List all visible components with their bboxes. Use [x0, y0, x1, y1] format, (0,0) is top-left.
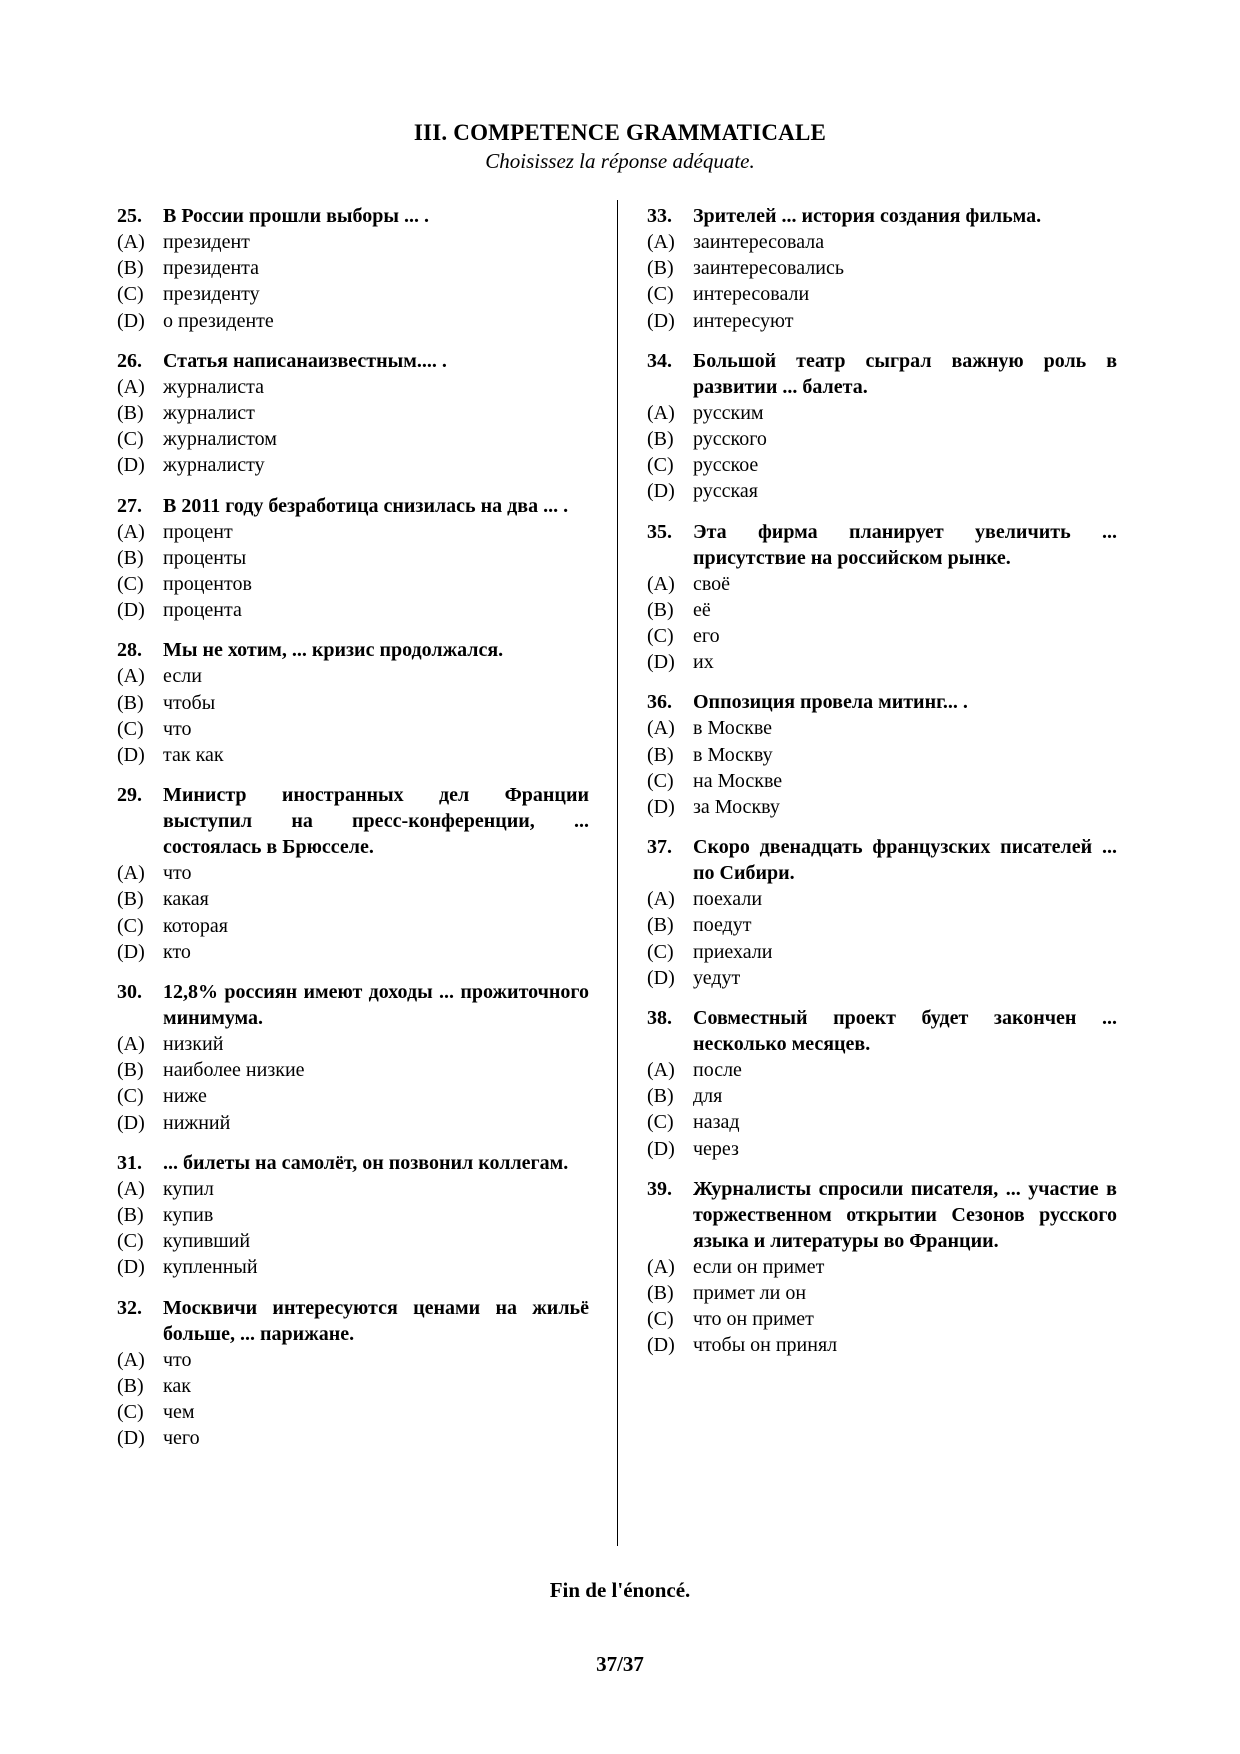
- question-stem: [647, 519, 1117, 571]
- section-header: [0, 118, 1240, 174]
- option-label: (A): [647, 717, 675, 740]
- option-label: (B): [117, 1059, 144, 1082]
- answer-option: [117, 281, 589, 307]
- option-label: (B): [647, 1085, 674, 1108]
- option-label: (C): [647, 625, 674, 648]
- option-text: поехали: [693, 888, 763, 911]
- question-text: Эта фирма планирует увеличить ... присутствие на российском рынке.: [693, 520, 1117, 569]
- option-label: (D): [117, 744, 145, 767]
- option-text: процентов: [163, 573, 252, 596]
- question-number: 39.: [647, 1177, 672, 1200]
- option-text: низкий: [163, 1033, 224, 1056]
- question-text: Мы не хотим, ... кризис продолжался.: [163, 639, 504, 662]
- option-label: (C): [117, 1230, 144, 1253]
- option-text: интересовали: [693, 283, 810, 306]
- answer-option: [647, 1332, 1117, 1358]
- answer-option: [117, 1347, 589, 1373]
- question-item: [117, 203, 589, 334]
- option-text: наиболее низкие: [163, 1059, 305, 1082]
- question-text: Москвичи интересуются ценами на жильё больше, ... парижане.: [163, 1296, 589, 1345]
- option-label: (A): [647, 231, 675, 253]
- option-label: (A): [117, 1177, 145, 1200]
- answer-option: [117, 663, 589, 689]
- question-number: 28.: [117, 639, 142, 662]
- option-label: (B): [647, 1282, 674, 1305]
- answer-option: [117, 1031, 589, 1057]
- option-text: для: [693, 1085, 723, 1108]
- answer-option: [647, 452, 1117, 478]
- option-label: (C): [117, 717, 144, 740]
- option-text: как: [163, 1374, 192, 1397]
- answer-option: [647, 1083, 1117, 1109]
- question-number: 25.: [117, 205, 142, 227]
- answer-option: [117, 1425, 589, 1451]
- option-label: (A): [117, 375, 145, 398]
- column-divider: [617, 200, 618, 1546]
- answer-option: [117, 690, 589, 716]
- answer-option: [117, 452, 589, 478]
- question-item: [647, 1176, 1117, 1359]
- option-label: (D): [647, 796, 675, 819]
- answer-option: [117, 1057, 589, 1083]
- question-text: Зрителей ... история создания фильма.: [693, 205, 1042, 227]
- answer-option: [117, 716, 589, 742]
- question-text: Оппозиция провела митинг... .: [693, 691, 968, 714]
- question-text: Скоро двенадцать французских писателей ... по Сибири.: [693, 836, 1117, 885]
- answer-option: [647, 255, 1117, 281]
- option-text: русского: [693, 428, 767, 451]
- option-text: которая: [163, 914, 228, 937]
- option-label: (C): [117, 283, 144, 306]
- option-text: журналист: [163, 402, 255, 425]
- question-number: 36.: [647, 691, 672, 714]
- question-number: 38.: [647, 1007, 672, 1030]
- option-label: (A): [117, 1348, 145, 1371]
- option-label: (B): [117, 1204, 144, 1227]
- option-text: что: [163, 717, 192, 740]
- question-item: [117, 637, 589, 768]
- option-label: (D): [117, 1256, 145, 1279]
- option-text: процента: [163, 599, 242, 622]
- answer-option: [117, 1110, 589, 1136]
- answer-option: [647, 1109, 1117, 1135]
- option-text: о президенте: [163, 309, 274, 332]
- option-label: (C): [647, 1308, 674, 1331]
- answer-option: [117, 597, 589, 623]
- option-label: (B): [647, 914, 674, 937]
- answer-option: [117, 571, 589, 597]
- answer-option: [647, 426, 1117, 452]
- option-text: купил: [163, 1177, 214, 1200]
- option-text: президент: [163, 231, 250, 253]
- question-stem: [117, 1150, 589, 1176]
- question-stem: [117, 493, 589, 519]
- option-label: (C): [647, 283, 674, 306]
- option-text: чего: [163, 1427, 200, 1450]
- answer-option: [647, 649, 1117, 675]
- answer-option: [117, 742, 589, 768]
- question-text: Большой театр сыграл важную роль в развитии ... балета.: [693, 349, 1117, 398]
- question-number: 27.: [117, 494, 142, 517]
- option-text: русская: [693, 480, 758, 503]
- option-text: поедут: [693, 914, 752, 937]
- option-text: заинтересовались: [693, 257, 844, 280]
- option-text: после: [693, 1059, 742, 1082]
- option-text: президента: [163, 257, 260, 280]
- answer-option: [117, 1254, 589, 1280]
- answer-option: [117, 374, 589, 400]
- question-number: 35.: [647, 520, 672, 543]
- option-label: (B): [647, 743, 674, 766]
- option-text: русское: [693, 454, 759, 477]
- option-label: (B): [117, 691, 144, 714]
- answer-option: [117, 229, 589, 255]
- option-text: назад: [693, 1111, 740, 1134]
- option-label: (A): [647, 572, 675, 595]
- option-text: президенту: [163, 283, 260, 306]
- option-text: своё: [693, 572, 731, 595]
- page-number: 37/37: [596, 1652, 644, 1676]
- question-stem: [117, 348, 589, 374]
- option-label: (D): [117, 1111, 145, 1134]
- option-text: его: [693, 625, 720, 648]
- answer-option: [117, 426, 589, 452]
- answer-option: [117, 1176, 589, 1202]
- answer-option: [647, 1306, 1117, 1332]
- option-label: (D): [647, 966, 675, 989]
- option-label: (B): [647, 598, 674, 621]
- answer-option: [117, 913, 589, 939]
- option-text: заинтересовала: [693, 231, 825, 253]
- question-number: 31.: [117, 1151, 142, 1174]
- question-stem: [117, 979, 589, 1031]
- option-text: её: [693, 598, 711, 621]
- answer-option: [117, 1083, 589, 1109]
- question-number: 26.: [117, 349, 142, 372]
- option-label: (D): [647, 651, 675, 674]
- option-label: (D): [117, 454, 145, 477]
- question-number: 34.: [647, 349, 672, 372]
- question-text: В России прошли выборы ... .: [163, 205, 430, 227]
- option-text: русским: [693, 401, 764, 424]
- option-label: (C): [117, 1085, 144, 1108]
- option-label: (B): [117, 546, 144, 569]
- end-of-statement: Fin de l'énoncé.: [549, 1578, 691, 1602]
- answer-option: [647, 742, 1117, 768]
- answer-option: [117, 1202, 589, 1228]
- question-item: [647, 689, 1117, 820]
- option-text: ниже: [163, 1085, 207, 1108]
- option-text: чем: [163, 1401, 195, 1424]
- answer-option: [117, 886, 589, 912]
- question-text: Совместный проект будет закончен ... несколько месяцев.: [693, 1007, 1117, 1056]
- option-label: (A): [117, 862, 145, 885]
- option-label: (B): [117, 1374, 144, 1397]
- answer-option: [117, 519, 589, 545]
- answer-option: [647, 912, 1117, 938]
- option-label: (B): [117, 257, 144, 280]
- option-label: (B): [647, 428, 674, 451]
- option-label: (A): [117, 231, 145, 253]
- question-text: В 2011 году безработица снизилась на два ... .: [163, 494, 569, 517]
- option-text: процент: [163, 520, 233, 543]
- answer-option: [647, 715, 1117, 741]
- question-text: Министр иностранных дел Франции выступил на пресс-конференции, ... состоялась в Брюсселе.: [163, 784, 589, 859]
- question-stem: [117, 1295, 589, 1347]
- option-text: их: [693, 651, 714, 674]
- option-text: нижний: [163, 1111, 231, 1134]
- option-label: (A): [117, 520, 145, 543]
- option-label: (C): [117, 573, 144, 596]
- option-label: (A): [117, 665, 145, 688]
- option-label: (D): [117, 599, 145, 622]
- question-stem: [647, 1005, 1117, 1057]
- question-stem: [117, 782, 589, 860]
- option-label: (B): [647, 257, 674, 280]
- question-text: ... билеты на самолёт, он позвонил коллегам.: [163, 1151, 569, 1174]
- answer-option: [647, 1280, 1117, 1306]
- question-stem: [647, 689, 1117, 715]
- question-stem: [117, 203, 589, 229]
- question-item: [117, 979, 589, 1136]
- option-label: (D): [117, 1427, 145, 1450]
- question-text: Журналисты спросили писателя, ... участие в торжественном открытии Сезонов русского языка и литературы во Франции.: [693, 1177, 1117, 1252]
- option-label: (D): [117, 309, 145, 332]
- question-item: [647, 203, 1117, 334]
- answer-option: [117, 400, 589, 426]
- answer-option: [647, 1136, 1117, 1162]
- option-text: кто: [163, 940, 191, 963]
- option-text: купленный: [163, 1256, 258, 1279]
- answer-option: [117, 545, 589, 571]
- option-label: (A): [647, 888, 675, 911]
- question-number: 30.: [117, 981, 142, 1004]
- answer-option: [647, 308, 1117, 334]
- answer-option: [117, 1399, 589, 1425]
- option-text: уедут: [693, 966, 741, 989]
- question-stem: [647, 348, 1117, 400]
- answer-option: [117, 939, 589, 965]
- option-label: (A): [117, 1033, 145, 1056]
- option-text: интересуют: [693, 309, 794, 332]
- question-item: [117, 1295, 589, 1452]
- option-text: что: [163, 862, 192, 885]
- answer-option: [647, 229, 1117, 255]
- option-text: так как: [163, 744, 224, 767]
- question-stem: [647, 1176, 1117, 1254]
- option-text: в Москву: [693, 743, 773, 766]
- answer-option: [647, 400, 1117, 426]
- option-label: (C): [117, 428, 144, 451]
- answer-option: [647, 886, 1117, 912]
- option-text: журналиста: [163, 375, 264, 398]
- answer-option: [647, 571, 1117, 597]
- right-question-column: [647, 203, 1117, 1373]
- option-label: (B): [117, 402, 144, 425]
- option-text: купивший: [163, 1230, 251, 1253]
- question-text: 12,8% россиян имеют доходы ... прожиточного минимума.: [163, 981, 589, 1030]
- option-label: (A): [647, 401, 675, 424]
- option-text: приехали: [693, 940, 773, 963]
- option-text: проценты: [163, 546, 247, 569]
- question-item: [117, 782, 589, 965]
- option-label: (A): [647, 1059, 675, 1082]
- option-text: в Москве: [693, 717, 773, 740]
- answer-option: [647, 281, 1117, 307]
- answer-option: [117, 255, 589, 281]
- option-text: примет ли он: [693, 1282, 807, 1305]
- option-label: (D): [647, 1334, 675, 1357]
- option-text: журналистом: [163, 428, 277, 451]
- option-label: (D): [117, 940, 145, 963]
- question-item: [647, 1005, 1117, 1162]
- answer-option: [647, 597, 1117, 623]
- option-label: (C): [117, 1401, 144, 1424]
- option-text: что: [163, 1348, 192, 1371]
- section-instructions: Choisissez la réponse adéquate.: [485, 149, 755, 173]
- section-title: III. COMPETENCE GRAMMATICALE: [413, 120, 827, 145]
- option-text: через: [693, 1137, 739, 1160]
- question-stem: [647, 203, 1117, 229]
- option-text: если: [163, 665, 202, 688]
- answer-option: [117, 1373, 589, 1399]
- option-label: (A): [647, 1255, 675, 1278]
- option-label: (C): [647, 769, 674, 792]
- option-label: (C): [647, 940, 674, 963]
- option-text: купив: [163, 1204, 214, 1227]
- question-number: 32.: [117, 1296, 142, 1319]
- option-text: журналисту: [163, 454, 265, 477]
- question-text: Статья написанаизвестным.... .: [163, 349, 447, 372]
- option-text: что он примет: [693, 1308, 814, 1331]
- answer-option: [647, 623, 1117, 649]
- question-item: [647, 348, 1117, 505]
- option-label: (D): [647, 1137, 675, 1160]
- question-item: [647, 519, 1117, 676]
- answer-option: [117, 860, 589, 886]
- answer-option: [647, 1254, 1117, 1280]
- answer-option: [117, 308, 589, 334]
- question-item: [117, 493, 589, 624]
- option-text: если он примет: [693, 1255, 825, 1278]
- answer-option: [647, 1057, 1117, 1083]
- option-text: за Москву: [693, 796, 780, 819]
- option-label: (D): [647, 480, 675, 503]
- answer-option: [647, 939, 1117, 965]
- question-number: 33.: [647, 205, 672, 227]
- question-item: [117, 348, 589, 479]
- question-item: [117, 1150, 589, 1281]
- option-text: какая: [163, 888, 209, 911]
- option-label: (B): [117, 888, 144, 911]
- option-label: (C): [647, 454, 674, 477]
- question-item: [647, 834, 1117, 991]
- option-label: (C): [117, 914, 144, 937]
- option-text: на Москве: [693, 769, 783, 792]
- answer-option: [647, 794, 1117, 820]
- question-stem: [647, 834, 1117, 886]
- answer-option: [647, 478, 1117, 504]
- option-text: чтобы: [163, 691, 216, 714]
- question-stem: [117, 637, 589, 663]
- answer-option: [117, 1228, 589, 1254]
- option-label: (D): [647, 309, 675, 332]
- option-label: (C): [647, 1111, 674, 1134]
- option-text: чтобы он принял: [693, 1334, 838, 1357]
- answer-option: [647, 965, 1117, 991]
- question-number: 29.: [117, 784, 142, 807]
- answer-option: [647, 768, 1117, 794]
- left-question-column: [117, 203, 589, 1466]
- question-number: 37.: [647, 836, 672, 859]
